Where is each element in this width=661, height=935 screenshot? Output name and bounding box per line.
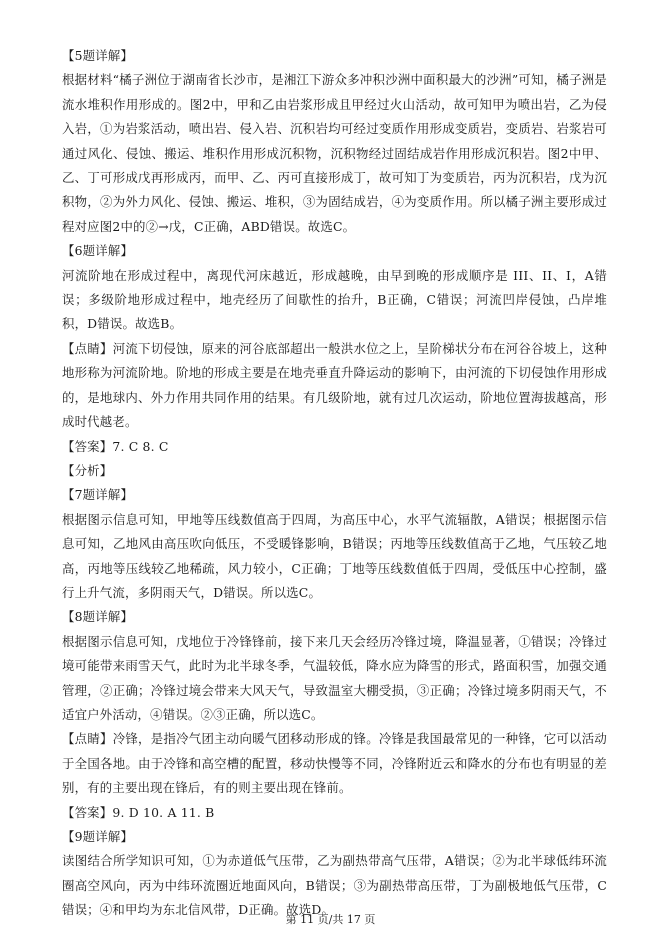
heading-q8-detail: 【8题详解】 xyxy=(62,609,134,625)
page-number-footer: 第 11 页/共 17 页 xyxy=(285,913,376,926)
page-content xyxy=(62,44,607,923)
heading-q5-detail: 【5题详解】 xyxy=(62,48,134,63)
paragraph-key-point-river-terrace: 【点睛】河流下切侵蚀，原来的河谷底部超出一般洪水位之上，呈阶梯状分布在河谷谷坡上，这种地形称为河流阶地。阶地的形成主要是在地壳垂直升降运动的影响下，由河流的下切侵蚀作用形成的，是地球内、外力作用共同作用的结果。有几级阶地，就有过几次运动，阶地位置海拔越高，形成时代越老。 xyxy=(62,340,607,430)
heading-q6-detail: 【6题详解】 xyxy=(62,243,134,259)
heading-analysis: 【分析】 xyxy=(62,462,113,478)
paragraph-q9-explanation: 读图结合所学知识可知，①为赤道低气压带，乙为副热带高气压带，A错误；②为北半球低纬环流圈高空风向，丙为中纬环流圈近地面风向，B错误；③为副热带高压带，丁为副极地低气压带，C错误；④和甲均为东北信风带，D正确。故选D。 xyxy=(62,853,607,918)
paragraph-q6-explanation: 河流阶地在形成过程中，离现代河床越近，形成越晚，由早到晚的形成顺序是 III、II、I，A错误；多级阶地形成过程中，地壳经历了间歇性的抬升，B正确，C错误；河流凹岸侵蚀，凸岸堆积，D错误。故选B。 xyxy=(62,267,607,332)
answer-q9-q11: 【答案】9. D 10. A 11. B xyxy=(62,804,215,820)
heading-q7-detail: 【7题详解】 xyxy=(62,487,134,503)
heading-q9-detail: 【9题详解】 xyxy=(62,829,134,844)
paragraph-q5-explanation: 根据材料“橘子洲位于湖南省长沙市，是湘江下游众多冲积沙洲中面积最大的沙洲”可知，橘子洲是流水堆积作用形成的。图2中，甲和乙由岩浆形成且甲经过火山活动，故可知甲为喷出岩，乙为侵入岩，①为岩浆活动，喷出岩、侵入岩、沉积岩均可经过变质作用形成变质岩，变质岩、岩浆岩可通过风化、侵蚀、搬运、堆积作用形成沉积物，沉积物经过固结成岩作用形成沉积岩。图2中甲、乙、丁可形成戊再形成丙，而甲、乙、丙可直接形成丁，故可知丁为变质岩，丙为沉积岩，戊为沉积物，②为外力风化、侵蚀、搬运、堆积，③为固结成岩，④为变质作用。所以橘子洲主要形成过程对应图2中的②→戊，C正确，ABD错误。故选C。 xyxy=(62,72,607,234)
paragraph-key-point-cold-front: 【点睛】冷锋，是指冷气团主动向暖气团移动形成的锋。冷锋是我国最常见的一种锋，它可以活动于全国各地。由于冷锋和高空槽的配置，移动快慢等不同，冷锋附近云和降水的分布也有明显的差别，有的主要出现在锋后，有的则主要出现在锋前。 xyxy=(62,731,607,796)
answer-q7-q8: 【答案】7. C 8. C xyxy=(62,438,169,454)
paragraph-q7-explanation: 根据图示信息可知，甲地等压线数值高于四周，为高压中心，水平气流辐散，A错误；根据图示信息可知，乙地风由高压吹向低压，不受暖锋影响，B错误；丙地等压线数值高于乙地，气压较乙地高，丙地等压线较乙地稀疏，风力较小，C正确；丁地等压线数值低于四周，受低压中心控制，盛行上升气流，多阴雨天气，D错误。所以选C。 xyxy=(62,511,607,600)
paragraph-q8-explanation: 根据图示信息可知，戊地位于冷锋锋前，接下来几天会经历冷锋过境，降温显著，①错误；冷锋过境可能带来雨雪天气，此时为北半球冬季，气温较低，降水应为降雪的形式，路面积雪，加强交通管理，②正确；冷锋过境会带来大风天气，导致温室大棚受损，③正确；冷锋过境多阴雨天气，不适宜户外活动，④错误。②③正确，所以选C。 xyxy=(62,633,607,722)
